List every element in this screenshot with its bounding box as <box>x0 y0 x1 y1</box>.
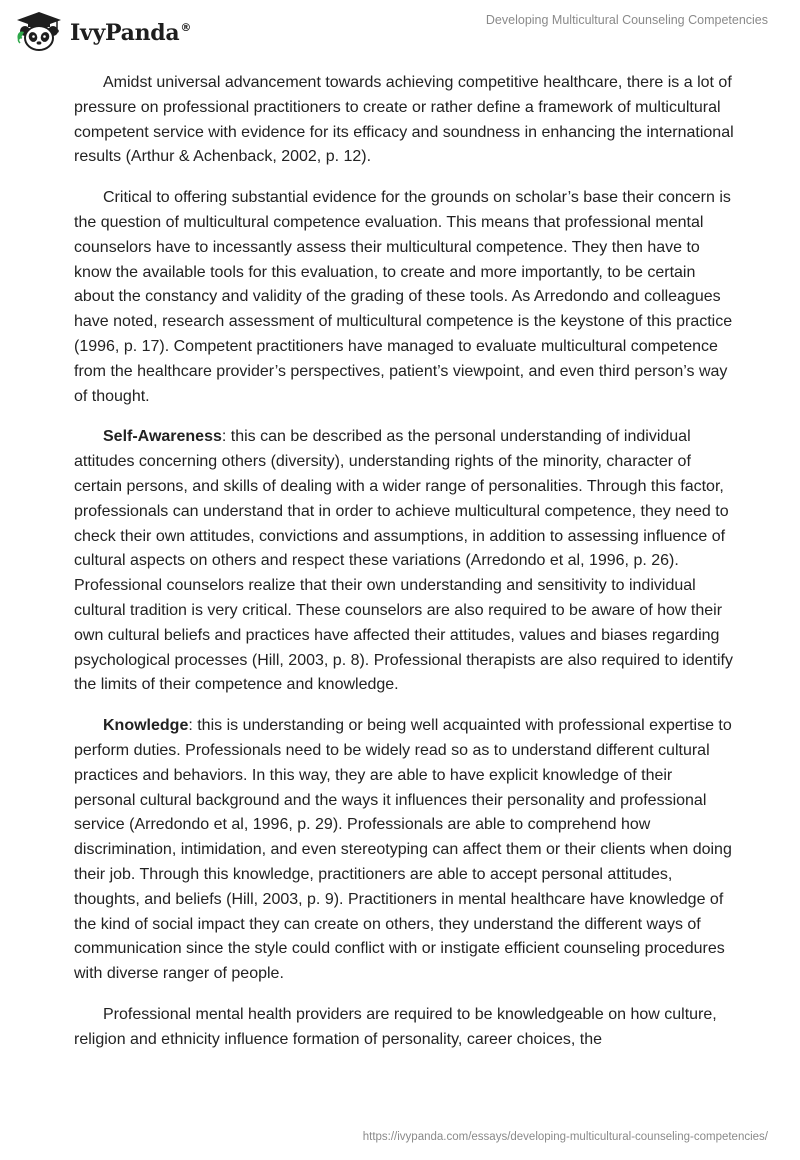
paragraph-lead-heading: Knowledge <box>103 717 189 735</box>
ivypanda-logo[interactable] <box>14 10 191 52</box>
logo-text: IvyPanda® <box>70 20 192 46</box>
document-title: Developing Multicultural Counseling Competencies <box>485 13 768 27</box>
page-header <box>0 0 800 60</box>
paragraph-text: Critical to offering substantial evidence for the grounds on scholar’s base their concern is the question of multicultural competence evaluation. This means that professional mental counselors have to incessantly assess their multicultural competence. They then have to know the available tools for this evaluation, to create and more importantly, to be certain about the constancy and validity of the grading of these tools. As Arredondo and colleagues have noted, research assessment of multicultural competence is the keystone of this practice (1996, p. 17). Competent practitioners have managed to evaluate multicultural competence from the healthcare provider’s perspectives, patient’s viewpoint, and even third person’s way of thought. <box>74 189 733 405</box>
source-url[interactable]: https://ivypanda.com/essays/developing-multicultural-counseling-competencies/ <box>362 1131 768 1143</box>
paragraph-text: : this is understanding or being well acquainted with professional expertise to perform duties. Professionals need to be widely read so as to understand different cultural practices and behaviors. In this way, they are able to have explicit knowledge of their personal cultural background and the ways it influences their personality and professional service (Arredondo et al, 1996, p. 29). Professionals are able to comprehend how discrimination, intimidation, and even stereotyping can affect them or their clients when doing their job. Through this knowledge, practitioners are able to accept personal attitudes, thoughts, and beliefs (Hill, 2003, p. 9). Practitioners in mental healthcare have knowledge of the kind of social impact they can create on others, they understand the different ways of communication since the style could conflict with or instigate efficient counseling procedures with diverse ranger of people. <box>74 717 732 983</box>
paragraph-providers <box>74 1003 734 1053</box>
paragraph-text: : this can be described as the personal understanding of individual attitudes concerning others (diversity), understanding rights of the minority, character of certain persons, and skills of dealing with a wider range of personalities. Through this factor, professionals can understand that in order to achieve multicultural competence, they need to check their own attitudes, convictions and assumptions, in addition to assessing influence of cultural aspects on others and respect these variations (Arredondo et al, 1996, p. 26). Professional counselors realize that their own understanding and sensitivity to individual cultural tradition is very critical. These counselors are also required to be aware of how their own cultural beliefs and practices have affected their attitudes, values and biases regarding psychological processes (Hill, 2003, p. 8). Professional therapists are also required to identify the limits of their competence and knowledge. <box>74 428 733 694</box>
paragraph-text: Amidst universal advancement towards achieving competitive healthcare, there is a lot of pressure on professional practitioners to create or rather define a framework of multicultural competent service with evidence for its efficacy and soundness in enhancing the international results (Arthur & Achenback, 2002, p. 12). <box>74 74 734 166</box>
panda-graduation-cap-icon <box>14 10 64 52</box>
paragraph-self-awareness <box>74 425 734 698</box>
paragraph-text: Professional mental health providers are required to be knowledgeable on how culture, religion and ethnicity influence formation of personality, career choices, the <box>74 1005 717 1048</box>
paragraph-intro <box>74 71 734 170</box>
paragraph-evaluation <box>74 186 734 409</box>
paragraph-lead-heading: Self-Awareness <box>103 428 222 446</box>
essay-body <box>74 71 734 1068</box>
paragraph-knowledge <box>74 714 734 987</box>
